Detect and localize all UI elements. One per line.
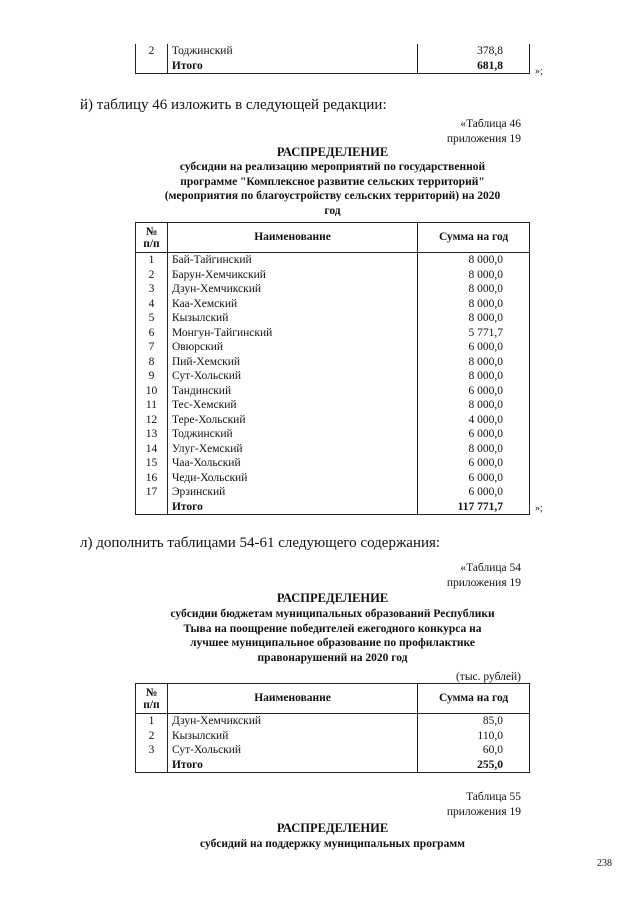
- row-number: 1: [136, 253, 168, 268]
- row-name: Тес-Хемский: [167, 398, 417, 413]
- t46-subtitle-line: программе "Комплексное развитие сельских территорий": [180, 175, 485, 188]
- row-number: 1: [136, 714, 168, 729]
- t46-caption-line2: приложения 19: [446, 132, 521, 145]
- table-row: [136, 297, 530, 312]
- row-number: 17: [136, 485, 168, 500]
- table-row: [136, 326, 530, 341]
- table-row: [136, 456, 530, 471]
- row-name: Сут-Хольский: [167, 743, 417, 758]
- t54-header-num: № п/п: [136, 684, 168, 714]
- total-amount: 255,0: [418, 758, 530, 773]
- table-row: [136, 311, 530, 326]
- total-label: Итого: [167, 500, 417, 515]
- t54-table: [135, 683, 530, 773]
- row-name: Бай-Тайгинский: [167, 253, 417, 268]
- row-name: Тоджинский: [167, 427, 417, 442]
- row-name: Пий-Хемский: [167, 355, 417, 370]
- row-amount: 378,8: [418, 44, 530, 59]
- row-name: Сут-Хольский: [167, 369, 417, 384]
- table-total-row: [136, 758, 530, 773]
- t54-caption-line1: «Таблица 54: [460, 562, 521, 574]
- row-amount: 8 000,0: [418, 442, 530, 457]
- paragraph-j: й) таблицу 46 изложить в следующей редакции:: [80, 97, 387, 113]
- row-amount: 8 000,0: [418, 311, 530, 326]
- t46-header-num: № п/п: [136, 223, 168, 253]
- row-name: Кызылский: [167, 729, 417, 744]
- t46-subtitle-line: субсидии на реализацию мероприятий по государственной: [179, 161, 486, 173]
- t54-header-row: [136, 684, 530, 714]
- row-amount: 6 000,0: [418, 485, 530, 500]
- page-number: 238: [597, 858, 612, 869]
- row-number: 9: [136, 369, 168, 384]
- table-row: [136, 340, 530, 355]
- row-amount: 6 000,0: [418, 384, 530, 399]
- table-row: [136, 485, 530, 500]
- table-row: [136, 282, 530, 297]
- table-row: [136, 471, 530, 486]
- t46-caption-line1: «Таблица 46: [460, 118, 521, 130]
- table-row: [136, 253, 530, 268]
- table-row: [136, 714, 530, 729]
- row-number: 6: [136, 326, 168, 341]
- row-amount: 6 000,0: [418, 456, 530, 471]
- t54-subtitle: [120, 607, 545, 665]
- table-row: [136, 729, 530, 744]
- row-amount: 6 000,0: [418, 340, 530, 355]
- row-amount: 8 000,0: [418, 369, 530, 384]
- row-amount: 6 000,0: [418, 427, 530, 442]
- row-number: 7: [136, 340, 168, 355]
- t54-subtitle-line: лучшее муниципальное образование по профилактике: [190, 637, 475, 649]
- t46-subtitle-line: (мероприятия по благоустройству сельских территорий) на 2020: [164, 190, 501, 202]
- row-amount: 8 000,0: [418, 253, 530, 268]
- row-name: Итого: [167, 59, 417, 74]
- row-amount: 110,0: [418, 729, 530, 744]
- t46-header-amount: Сумма на год: [418, 223, 530, 253]
- row-name: Тандинский: [167, 384, 417, 399]
- row-number: 2: [136, 268, 168, 283]
- row-amount: 8 000,0: [418, 398, 530, 413]
- total-amount: 117 771,7: [418, 500, 530, 515]
- row-number: 14: [136, 442, 168, 457]
- row-amount: 4 000,0: [418, 413, 530, 428]
- top-table: [135, 44, 530, 74]
- row-name: Дзун-Хемчикский: [167, 714, 417, 729]
- table-row: [136, 355, 530, 370]
- t46-header-name: Наименование: [167, 223, 417, 253]
- row-name: Барун-Хемчикский: [167, 268, 417, 283]
- t55-subtitle: субсидий на поддержку муниципальных программ: [200, 838, 465, 850]
- t46-caption: [447, 117, 521, 146]
- row-number: 12: [136, 413, 168, 428]
- t46-table: [135, 222, 530, 515]
- row-number: [136, 59, 168, 74]
- t54-header-amount: Сумма на год: [418, 684, 530, 714]
- row-name: Чаа-Хольский: [167, 456, 417, 471]
- row-number: [136, 500, 168, 515]
- row-number: 5: [136, 311, 168, 326]
- t54-unit: (тыс. рублей): [455, 671, 521, 683]
- row-number: 2: [136, 44, 168, 59]
- row-name: Чеди-Хольский: [167, 471, 417, 486]
- paragraph-l: л) дополнить таблицами 54-61 следующего содержания:: [80, 535, 441, 551]
- t54-header-name: Наименование: [167, 684, 417, 714]
- t54-caption-line2: приложения 19: [446, 576, 521, 589]
- t54-caption: [447, 561, 521, 590]
- row-amount: 8 000,0: [418, 282, 530, 297]
- t54-title: РАСПРЕДЕЛЕНИЕ: [276, 591, 389, 605]
- t55-caption-line1: Таблица 55: [466, 791, 521, 803]
- row-number: 8: [136, 355, 168, 370]
- row-name: Каа-Хемский: [167, 297, 417, 312]
- t54-subtitle-line: Тыва на поощрение победителей ежегодного конкурса на: [183, 622, 482, 635]
- table-row: [136, 442, 530, 457]
- row-name: Эрзинский: [167, 485, 417, 500]
- row-amount: 6 000,0: [418, 471, 530, 486]
- table-row: [136, 369, 530, 384]
- table-row: [136, 427, 530, 442]
- table-row: [136, 44, 530, 59]
- row-number: 13: [136, 427, 168, 442]
- row-amount: 8 000,0: [418, 297, 530, 312]
- row-number: 2: [136, 729, 168, 744]
- row-name: Улуг-Хемский: [167, 442, 417, 457]
- row-number: 11: [136, 398, 168, 413]
- table-total-row: [136, 500, 530, 515]
- t46-title: РАСПРЕДЕЛЕНИЕ: [276, 145, 389, 159]
- table-row: [136, 59, 530, 74]
- row-number: 3: [136, 743, 168, 758]
- t46-close: »;: [535, 503, 543, 514]
- row-amount: 5 771,7: [418, 326, 530, 341]
- table-row: [136, 398, 530, 413]
- t55-caption-line2: приложения 19: [446, 805, 521, 818]
- table-row: [136, 384, 530, 399]
- row-number: 3: [136, 282, 168, 297]
- row-amount: 8 000,0: [418, 355, 530, 370]
- total-label: Итого: [167, 758, 417, 773]
- row-amount: 8 000,0: [418, 268, 530, 283]
- row-name: Дзун-Хемчикский: [167, 282, 417, 297]
- row-name: Тоджинский: [167, 44, 417, 59]
- row-number: 10: [136, 384, 168, 399]
- row-amount: 681,8: [418, 59, 530, 74]
- t46-subtitle: [120, 160, 545, 218]
- row-number: 4: [136, 297, 168, 312]
- t55-caption: [447, 790, 521, 819]
- row-amount: 60,0: [418, 743, 530, 758]
- row-amount: 85,0: [418, 714, 530, 729]
- row-number: [136, 758, 168, 773]
- t46-subtitle-line: год: [324, 204, 341, 217]
- table-row: [136, 743, 530, 758]
- t54-subtitle-line: субсидии бюджетам муниципальных образований Республики: [170, 608, 495, 620]
- row-number: 15: [136, 456, 168, 471]
- row-name: Кызылский: [167, 311, 417, 326]
- t46-header-row: [136, 223, 530, 253]
- row-name: Тере-Хольский: [167, 413, 417, 428]
- table-row: [136, 413, 530, 428]
- row-name: Овюрский: [167, 340, 417, 355]
- t55-title: РАСПРЕДЕЛЕНИЕ: [276, 821, 389, 835]
- row-number: 16: [136, 471, 168, 486]
- t54-subtitle-line: правонарушений на 2020 год: [257, 651, 408, 664]
- row-name: Монгун-Тайгинский: [167, 326, 417, 341]
- top-table-close: »;: [535, 66, 543, 77]
- table-row: [136, 268, 530, 283]
